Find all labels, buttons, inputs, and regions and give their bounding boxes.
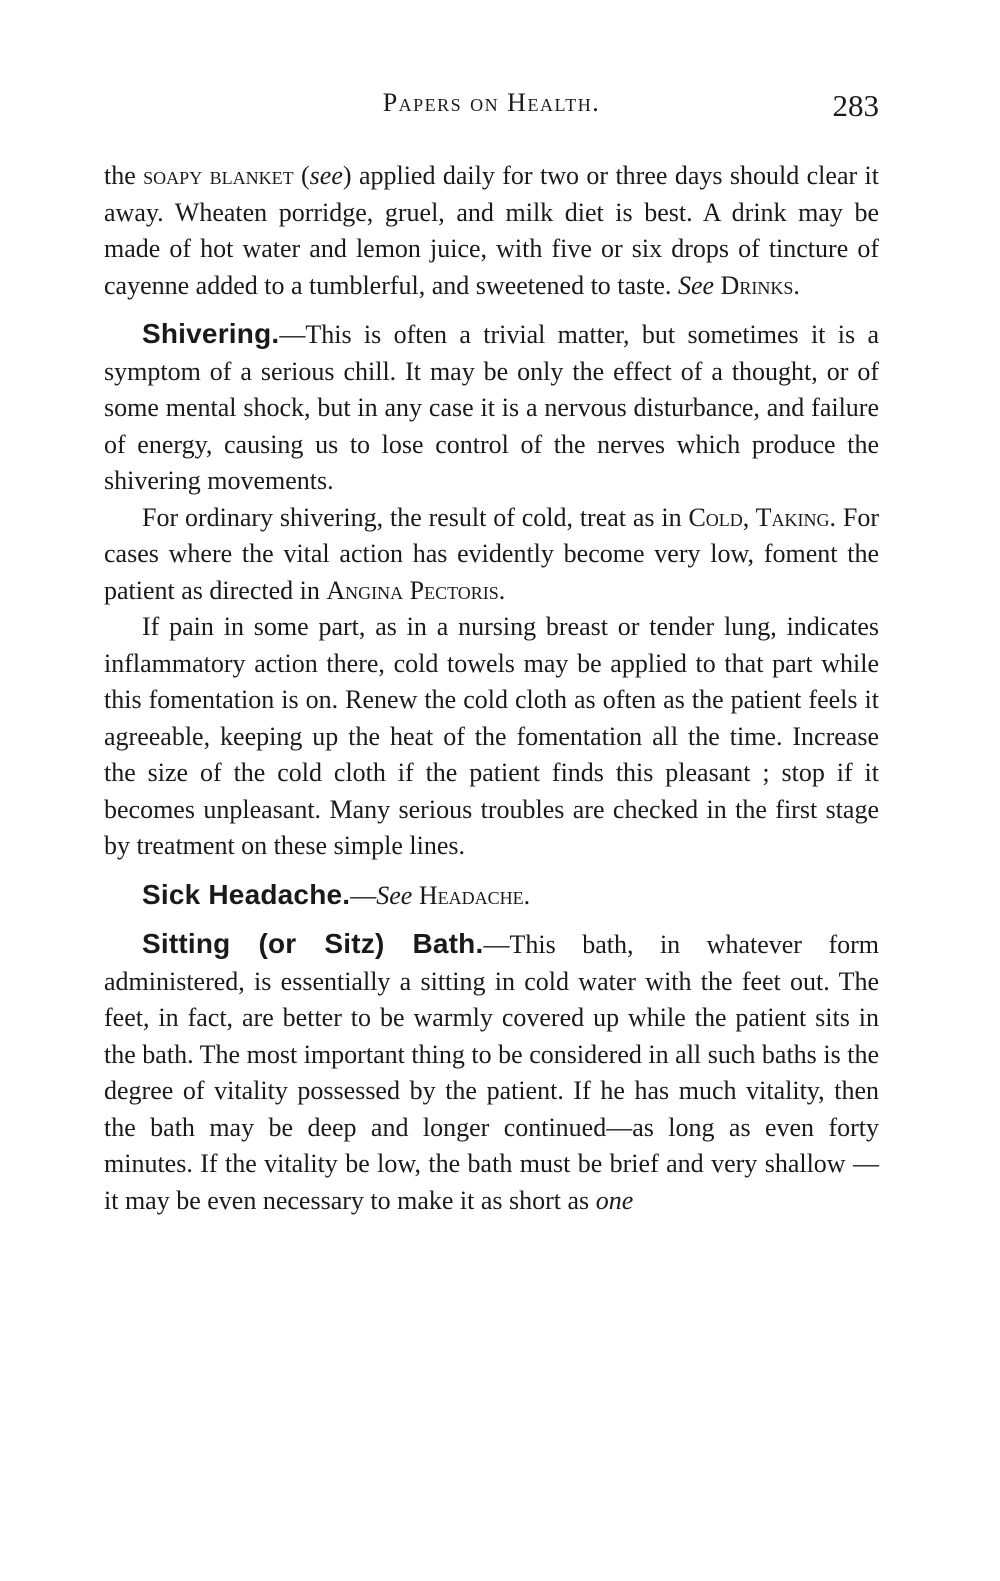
entry-heading: Shivering. [142, 318, 280, 349]
text: If pain in some part, as in a nursing breast or tender lung, indicates inflammatory action there, cold towels may be applied to that part while this fomentation is on. Renew the cold cloth as often as the patient feels it agreeable, keeping up the heat of the fomentation all the time. Increase the size of the cold cloth if the patient finds this pleasant ; stop if it becomes unpleasant. Many serious troubles are checked in the first stage by treatment on these simple lines. [104, 612, 879, 860]
see-italic: see [309, 161, 343, 190]
text: — [350, 880, 377, 910]
text: . For cases where the vital action has evidently become very low, foment the patient as directed in [104, 502, 879, 605]
paragraph-ordinary-shivering [104, 500, 879, 610]
paragraph-pain [104, 609, 879, 865]
entry-text: —This is often a trivial matter, but sometimes it is a symptom of a serious chill. It may be only the effect of a thought, or of some mental shock, but in any case it is a nervous disturbance, and failure of energy, causing us to lose control of the nerves which produce the shivering movements. [104, 320, 879, 495]
entry-heading: Sick Headache. [142, 878, 351, 910]
running-header [104, 88, 879, 128]
emphasis-italic: one [595, 1185, 634, 1215]
body-text [104, 158, 879, 1219]
entry-heading: Sitting (or Sitz) Bath. [142, 928, 484, 959]
see-italic: See [677, 270, 715, 300]
entry-shivering [104, 316, 879, 500]
cross-reference: Angina Pectoris [326, 575, 499, 605]
cross-reference: Cold, Taking [688, 502, 830, 532]
entry-sick-headache [104, 877, 879, 915]
paragraph-continued [104, 158, 879, 304]
text: . [523, 880, 531, 910]
entry-text: —This bath, in whatever form administered, is essentially a sitting in cold water with the feet out. The feet, in fact, are better to be warmly covered up while the patient sits in the bath. The most important thing to be considered in all such baths is the degree of vitality possessed by the patient. If he has much vitality, then the bath may be deep and longer continued—as long as even forty minutes. If the vitality be low, the bath must be brief and very shallow —it may be even necessary to make it as short as [104, 930, 879, 1215]
cross-reference: soapy blanket [143, 161, 294, 190]
running-title: Papers on Health. [382, 88, 601, 117]
entry-sitting-bath [104, 926, 879, 1219]
cross-reference: Headache [418, 880, 524, 910]
text: ( [293, 161, 310, 190]
cross-reference: Drinks [720, 270, 794, 300]
page-number: 283 [832, 88, 879, 123]
see-italic: See [376, 880, 413, 910]
text: . [498, 575, 506, 605]
text: ) applied daily for two or three days should clear it away. Wheaten porridge, gruel, and milk diet is best. A drink may be made of hot water and lemon juice, with five or six drops of tincture of cayenne added to a tumblerful, and sweetened to taste. [104, 161, 879, 300]
text: the [104, 161, 144, 190]
text: . [793, 270, 800, 300]
text: For ordinary shivering, the result of cold, treat as in [142, 502, 689, 532]
